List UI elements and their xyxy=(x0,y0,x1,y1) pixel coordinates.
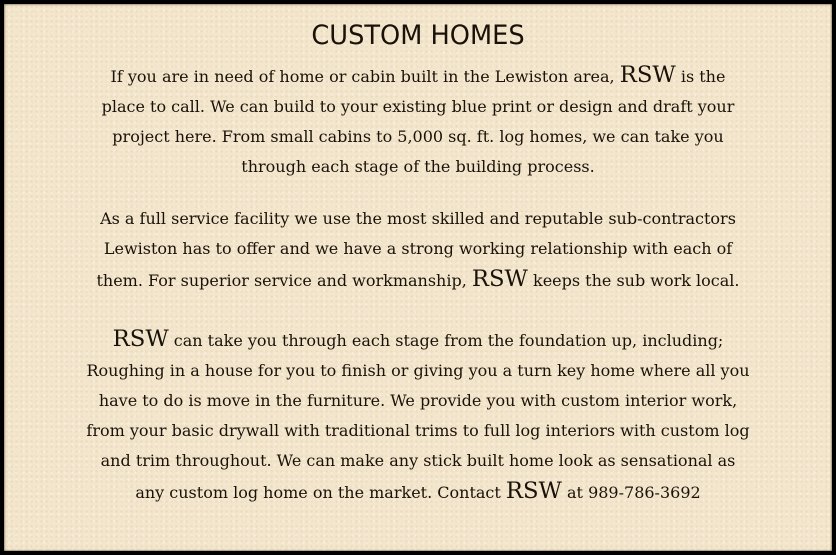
service-line-3 xyxy=(10,264,826,296)
phone-number: at 989-786-3692 xyxy=(561,483,701,502)
intro-line-3: project here. From small cabins to 5,000 sq. ft. log homes, we can take you xyxy=(112,127,724,146)
intro-line-4: through each stage of the building process. xyxy=(241,157,595,176)
spacer xyxy=(10,182,826,204)
service-line-2: Lewiston has to offer and we have a strong working relationship with each of xyxy=(103,239,733,258)
stages-line-4: from your basic drywall with traditional trims to full log interiors with custom log xyxy=(86,421,750,440)
company-name: RSW xyxy=(619,62,676,88)
text-segment: them. For superior service and workmanship, xyxy=(96,271,472,290)
text-segment: is the xyxy=(675,67,726,86)
paragraph-intro xyxy=(10,60,826,182)
company-name: RSW xyxy=(471,266,528,292)
stages-line-6 xyxy=(10,476,826,508)
spacer xyxy=(10,296,826,324)
stages-line-1 xyxy=(10,324,826,356)
company-name: RSW xyxy=(112,326,169,352)
text-segment: keeps the sub work local. xyxy=(527,271,740,290)
paragraph-service xyxy=(10,204,826,296)
stages-line-5: and trim throughout. We can make any stick built home look as sensational as xyxy=(100,451,736,470)
page-title: CUSTOM HOMES xyxy=(311,20,525,51)
intro-line-2: place to call. We can build to your existing blue print or design and draft your xyxy=(101,97,735,116)
text-segment: If you are in need of home or cabin built in the Lewiston area, xyxy=(110,67,620,86)
stages-line-2: Roughing in a house for you to finish or giving you a turn key home where all you xyxy=(86,361,750,380)
text-segment: any custom log home on the market. Contact xyxy=(135,483,506,502)
service-line-1: As a full service facility we use the most skilled and reputable sub-contractors xyxy=(100,209,736,228)
intro-line-1 xyxy=(10,60,826,92)
content-area xyxy=(10,14,826,508)
text-segment: can take you through each stage from the foundation up, including; xyxy=(168,331,724,350)
paragraph-stages xyxy=(10,324,826,508)
company-name: RSW xyxy=(505,478,562,504)
stages-line-3: have to do is move in the furniture. We provide you with custom interior work, xyxy=(98,391,738,410)
